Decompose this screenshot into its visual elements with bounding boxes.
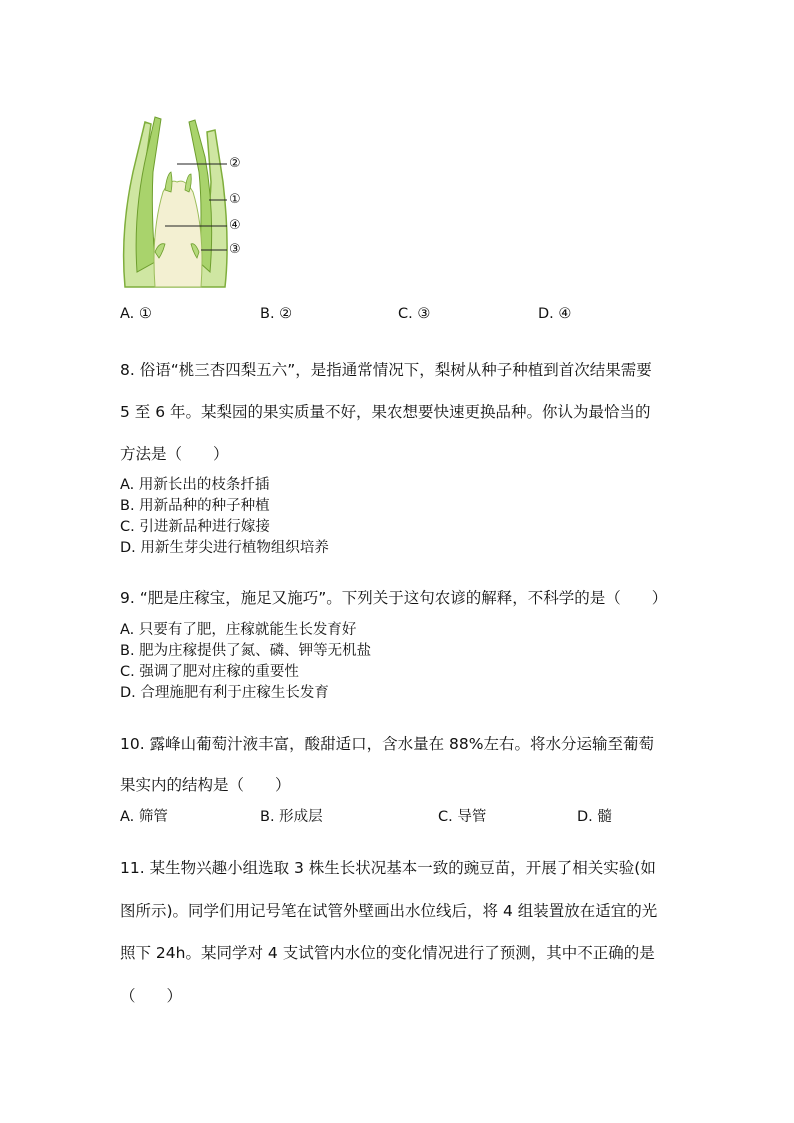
q10-line-1: 10. 露峰山葡萄汁液丰富，酸甜适口，含水量在 88%左右。将水分运输至葡萄	[120, 735, 654, 753]
q10-options	[120, 805, 680, 825]
q8-option-d[interactable]: D. 用新生芽尖进行植物组织培养	[120, 540, 329, 556]
q8-option-a[interactable]: A. 用新长出的枝条扦插	[120, 477, 270, 493]
q11-line-1: 11. 某生物兴趣小组选取 3 株生长状况基本一致的豌豆苗，开展了相关实验(如	[120, 859, 656, 877]
q9-option-c[interactable]: C. 强调了肥对庄稼的重要性	[120, 664, 299, 680]
diagram-label-3: ③	[229, 242, 241, 257]
q10-option-c[interactable]: C. 导管	[438, 809, 487, 825]
q9-option-b[interactable]: B. 肥为庄稼提供了氮、磷、钾等无机盐	[120, 643, 372, 659]
q8-line-1: 8. 俗语“桃三杏四梨五六”，是指通常情况下，梨树从种子种植到首次结果需要	[120, 361, 652, 379]
diagram-label-4: ④	[229, 218, 241, 233]
q10-option-a[interactable]: A. 筛管	[120, 809, 168, 825]
q11-line-2: 图所示)。同学们用记号笔在试管外壁画出水位线后，将 4 组装置放在适宜的光	[120, 902, 658, 920]
q9-option-a[interactable]: A. 只要有了肥，庄稼就能生长发育好	[120, 622, 357, 638]
q8-line-3: 方法是（ ）	[120, 445, 229, 463]
q10-option-d[interactable]: D. 髓	[577, 809, 612, 825]
bud-axis	[154, 181, 202, 287]
q7-option-b[interactable]: B. ②	[260, 306, 293, 322]
q8-option-b[interactable]: B. 用新品种的种子种植	[120, 498, 270, 514]
q7-option-d[interactable]: D. ④	[538, 306, 572, 322]
q10-line-2: 果实内的结构是（ ）	[120, 776, 291, 794]
q9-option-d[interactable]: D. 合理施肥有利于庄稼生长发育	[120, 685, 329, 701]
bud-section-diagram	[115, 112, 255, 292]
diagram-label-1: ①	[229, 192, 241, 207]
q11-line-4: （ ）	[120, 987, 183, 1005]
leaf-primordium	[165, 172, 172, 192]
q11-line-3: 照下 24h。某同学对 4 支试管内水位的变化情况进行了预测，其中不正确的是	[120, 944, 655, 962]
q8-line-2: 5 至 6 年。某梨园的果实质量不好，果农想要快速更换品种。你认为最恰当的	[120, 403, 651, 421]
q10-option-b[interactable]: B. 形成层	[260, 809, 323, 825]
q7-option-c[interactable]: C. ③	[398, 306, 431, 322]
q8-option-c[interactable]: C. 引进新品种进行嫁接	[120, 519, 270, 535]
diagram-label-2: ②	[229, 156, 241, 171]
q9-line-1: 9. “肥是庄稼宝，施足又施巧”。下列关于这句农谚的解释，不科学的是（ ）	[120, 589, 668, 607]
q7-options	[120, 306, 680, 326]
q7-option-a[interactable]: A. ①	[120, 306, 152, 322]
